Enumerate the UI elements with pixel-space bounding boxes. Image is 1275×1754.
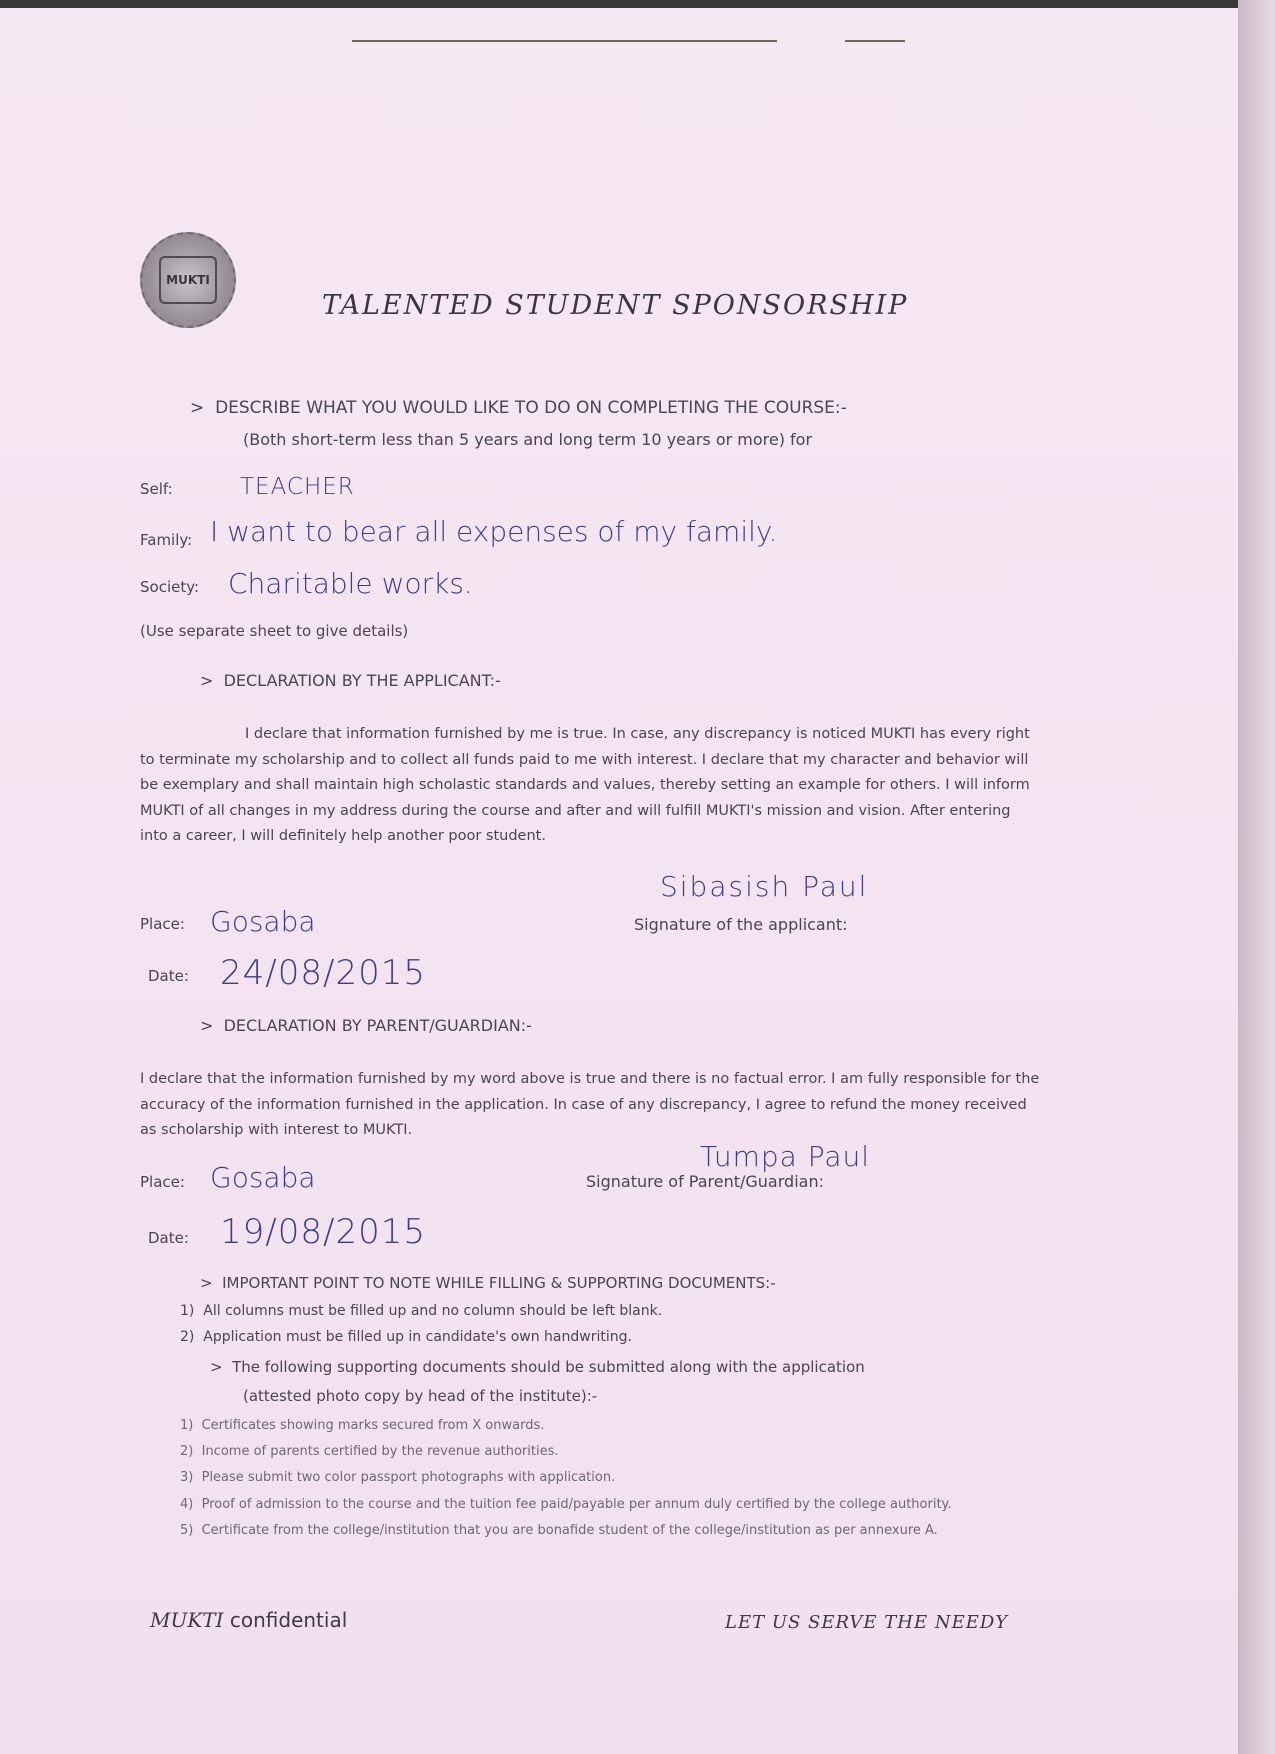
applicant-signature: Sibasish Paul bbox=[660, 870, 869, 903]
top-rule bbox=[352, 40, 777, 42]
list-item: 5) Certificate from the college/institution that you are bonafide student of the college/institution as per annexure A. bbox=[180, 1523, 938, 1538]
list-item: 1) Certificates showing marks secured from X onwards. bbox=[180, 1418, 545, 1433]
describe-subheading: (Both short-term less than 5 years and long term 10 years or more) for bbox=[243, 430, 813, 449]
applicant-signature-label: Signature of the applicant: bbox=[634, 915, 848, 934]
describe-note: (Use separate sheet to give details) bbox=[140, 622, 409, 640]
applicant-place-value: Gosaba bbox=[210, 905, 316, 938]
arrow-bullet-icon: > bbox=[200, 1016, 214, 1035]
guardian-declaration-text: I declare that the information furnished by my word above is true and there is no factual error. I am fully responsible for the accuracy of the information furnished in the application. In case of any discrepancy, I agree to refund the money received as scholarship with interest to MUKTI. bbox=[140, 1071, 1040, 1138]
describe-heading: DESCRIBE WHAT YOU WOULD LIKE TO DO ON COMPLETING THE COURSE:- bbox=[215, 398, 847, 418]
guardian-date-label: Date: bbox=[148, 1229, 189, 1247]
arrow-bullet-icon: > bbox=[190, 398, 205, 418]
scan-edge bbox=[1238, 0, 1275, 1754]
applicant-date-value: 24/08/2015 bbox=[220, 953, 426, 993]
applicant-heading: DECLARATION BY THE APPLICANT:- bbox=[223, 671, 501, 690]
list-item: 4) Proof of admission to the course and the tuition fee paid/payable per annum duly certified by the college authority. bbox=[180, 1497, 952, 1512]
logo-text: MUKTI bbox=[159, 256, 217, 304]
society-value: Charitable works. bbox=[228, 567, 473, 600]
footer-confidential: MUKTI confidential bbox=[150, 1608, 348, 1632]
list-item: 3) Please submit two color passport photographs with application. bbox=[180, 1470, 616, 1485]
self-label: Self: bbox=[140, 480, 173, 498]
list-item: 2) Application must be filled up in candidate's own handwriting. bbox=[180, 1329, 632, 1345]
guardian-date-value: 19/08/2015 bbox=[220, 1212, 426, 1252]
docs-heading-1: The following supporting documents should be submitted along with the application bbox=[232, 1358, 865, 1376]
guardian-signature: Tumpa Paul bbox=[700, 1140, 871, 1173]
top-rule-short bbox=[845, 40, 905, 42]
page-title: TALENTED STUDENT SPONSORSHIP bbox=[322, 290, 909, 321]
list-item: 2) Income of parents certified by the revenue authorities. bbox=[180, 1444, 559, 1459]
important-heading: IMPORTANT POINT TO NOTE WHILE FILLING & SUPPORTING DOCUMENTS:- bbox=[222, 1274, 776, 1292]
footer-motto: LET US SERVE THE NEEDY bbox=[725, 1612, 1009, 1633]
family-label: Family: bbox=[140, 531, 193, 549]
scan-top-edge bbox=[0, 0, 1238, 8]
list-item: 1) All columns must be filled up and no column should be left blank. bbox=[180, 1303, 663, 1319]
self-value: TEACHER bbox=[240, 474, 355, 500]
family-value: I want to bear all expenses of my family. bbox=[210, 515, 778, 548]
guardian-signature-label: Signature of Parent/Guardian: bbox=[586, 1172, 824, 1191]
mukti-logo bbox=[140, 232, 236, 328]
applicant-heading-row bbox=[200, 671, 501, 690]
applicant-declaration-text: I declare that information furnished by me is true. In case, any discrepancy is noticed MUKTI has every right to terminate my scholarship and to collect all funds paid to me with interest. I declare that my character and behavior will be exemplary and shall maintain high scholastic standards and values, thereby setting an example for others. I will inform MUKTI of all changes in my address during the course and after and will fulfill MUKTI's mission and vision. After entering into a career, I will definitely help another poor student. bbox=[140, 726, 1030, 844]
arrow-bullet-icon: > bbox=[200, 1274, 213, 1292]
applicant-date-label: Date: bbox=[148, 967, 189, 985]
guardian-heading: DECLARATION BY PARENT/GUARDIAN:- bbox=[223, 1016, 532, 1035]
describe-heading-row bbox=[190, 398, 847, 418]
arrow-bullet-icon: > bbox=[200, 671, 214, 690]
guardian-heading-row bbox=[200, 1016, 532, 1035]
guardian-place-value: Gosaba bbox=[210, 1161, 316, 1194]
important-heading-row bbox=[200, 1274, 776, 1292]
arrow-bullet-icon: > bbox=[210, 1358, 223, 1376]
docs-heading-2: (attested photo copy by head of the institute):- bbox=[243, 1387, 598, 1405]
docs-heading-row bbox=[210, 1358, 865, 1376]
guardian-place-label: Place: bbox=[140, 1173, 185, 1191]
society-label: Society: bbox=[140, 578, 200, 596]
applicant-place-label: Place: bbox=[140, 915, 185, 933]
